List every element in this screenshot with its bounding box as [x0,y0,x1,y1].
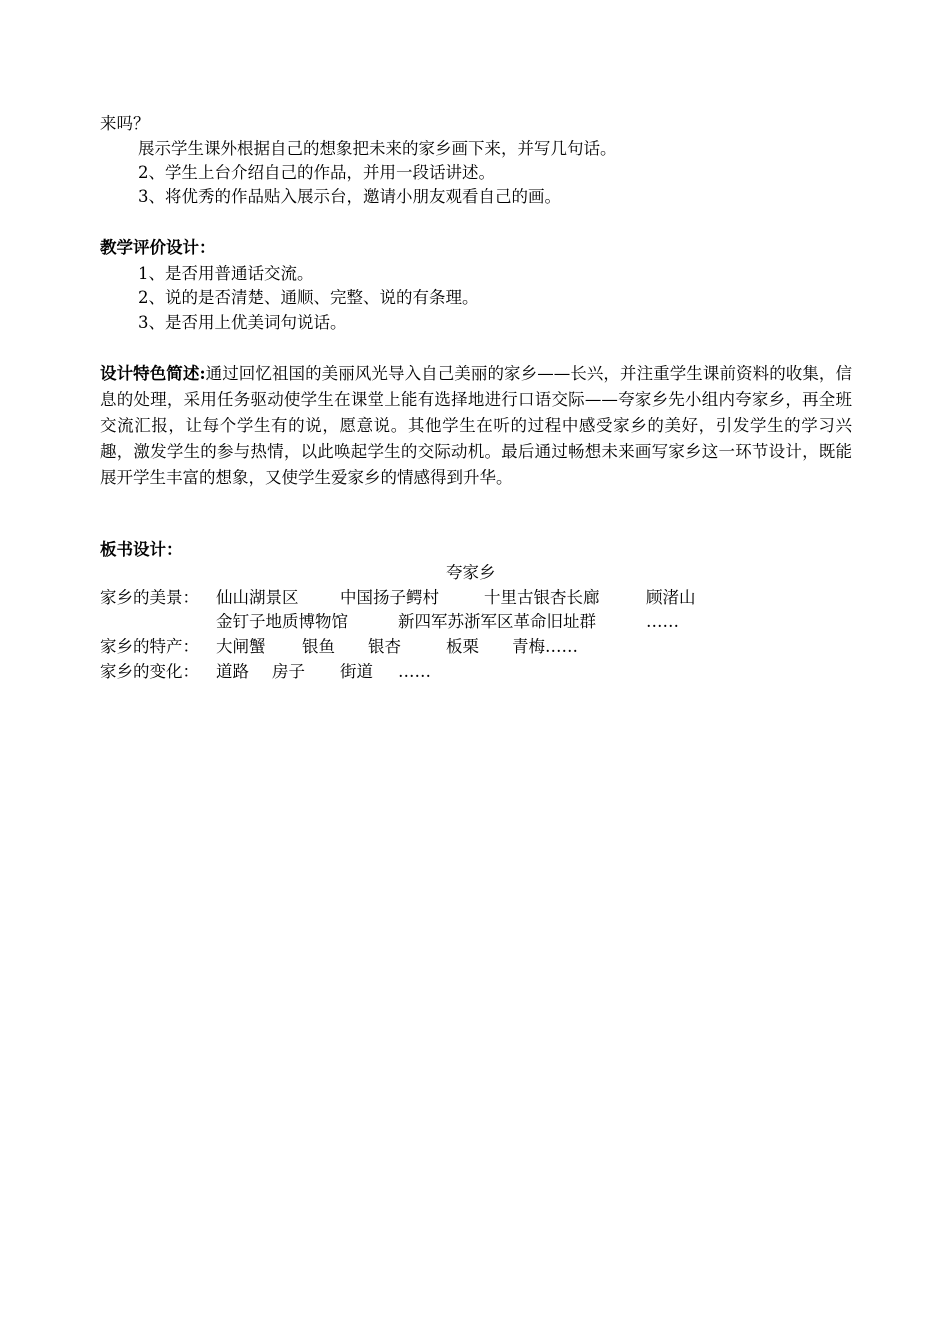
scenery-item: 十里古银杏长廊 [484,588,600,607]
products-item: 大闸蟹 [216,637,266,656]
changes-item: 道路 [216,662,249,681]
features-body: 通过回忆祖国的美丽风光导入自己美丽的家乡——长兴，并注重学生课前资料的收集，信息的处理，采用任务驱动使学生在课堂上能有选择地进行口语交际——夸家乡先小组内夸家乡，再全班交流汇报，让每个学生有的说，愿意说。其他学生在听的过程中感受家乡的美好，引发学生的学习兴趣，激发学生的参与热情，以此唤起学生的交际动机。最后通过畅想未来画写家乡这一环节设计，既能展开学生丰富的想象，又使学生爱家乡的情感得到升华。 [100,364,853,487]
scenery-item: 仙山湖景区 [216,588,299,607]
scenery-ellipsis: …… [646,612,679,631]
evaluation-item: 1、是否用普通话交流。 [138,264,314,283]
features-heading: 设计特色简述: [100,364,206,383]
activity-item: 2、学生上台介绍自己的作品，并用一段话讲述。 [138,163,495,182]
scenery-item: 金钉子地质博物馆 [216,612,348,631]
board-row-products [0,635,950,659]
changes-item: 房子 [272,662,305,681]
activity-item: 3、将优秀的作品贴入展示台，邀请小朋友观看自己的画。 [138,187,561,206]
board-heading: 板书设计： [100,540,183,559]
board-title: 夸家乡 [446,563,496,582]
features-paragraph [100,361,852,491]
products-item: 板栗 [446,637,479,656]
products-label: 家乡的特产： [100,637,199,656]
changes-ellipsis: …… [398,662,431,681]
scenery-item: 中国扬子鳄村 [340,588,439,607]
evaluation-item: 2、说的是否清楚、通顺、完整、说的有条理。 [138,288,479,307]
board-row-scenery [0,586,950,610]
products-item: 银杏 [368,637,401,656]
scenery-item: 新四军苏浙军区革命旧址群 [398,612,596,631]
evaluation-item: 3、是否用上优美词句说话。 [138,313,347,332]
board-row-scenery-continued [0,610,950,634]
products-item: 青梅…… [512,637,578,656]
activity-intro: 展示学生课外根据自己的想象把未来的家乡画下来，并写几句话。 [138,139,617,158]
scenery-item: 顾渚山 [646,588,696,607]
continuation-line: 来吗？ [100,114,150,133]
products-item: 银鱼 [302,637,335,656]
scenery-label: 家乡的美景： [100,588,199,607]
board-row-changes [0,660,950,684]
changes-item: 街道 [340,662,373,681]
evaluation-heading: 教学评价设计： [100,238,216,257]
changes-label: 家乡的变化： [100,662,199,681]
